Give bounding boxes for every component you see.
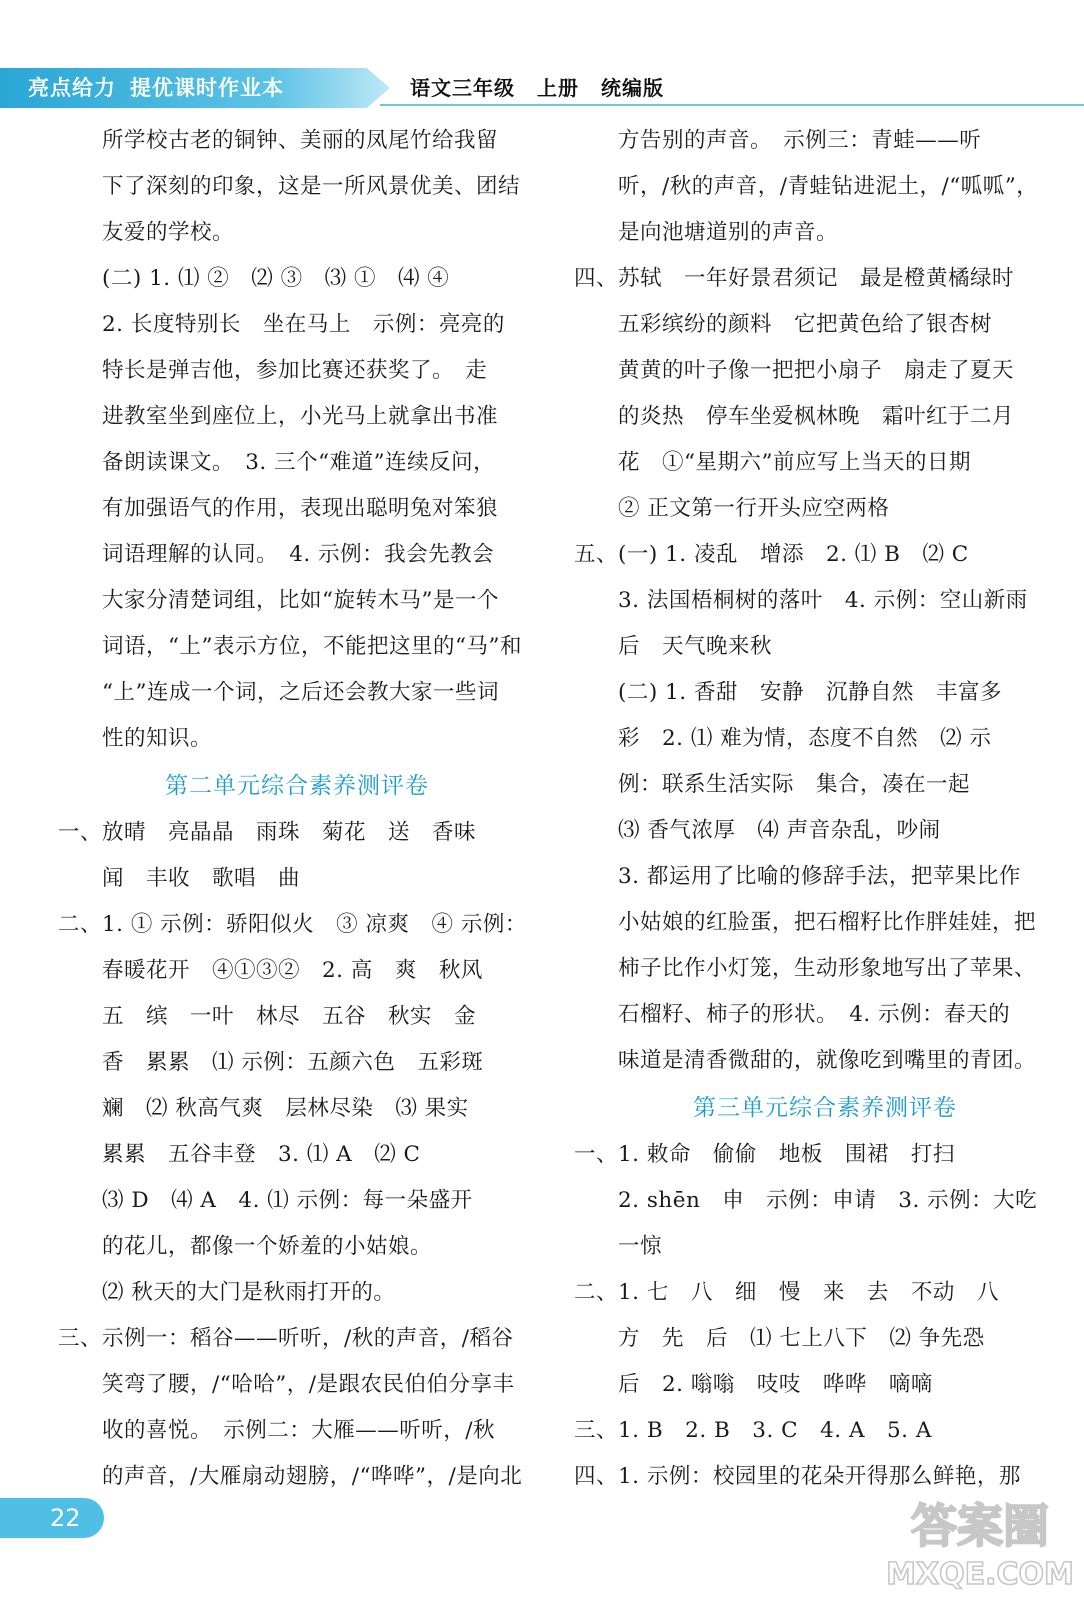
text-line: 一惊 xyxy=(618,1234,663,1259)
subject-label: 语文三年级 xyxy=(410,76,515,100)
text-line: 四、1. 示例：校园里的花朵开得那么鲜艳，那 xyxy=(574,1464,1021,1489)
text-line: 石榴籽、柿子的形状。 4. 示例：春天的 xyxy=(618,1002,1011,1027)
text-line: 例：联系生活实际 集合，凑在一起 xyxy=(618,772,971,797)
text-line: 3. 法国梧桐树的落叶 4. 示例：空山新雨 xyxy=(618,588,1028,613)
text-line: “上”连成一个词，之后还会教大家一些词 xyxy=(102,680,499,705)
text-line: 一、1. 敕命 偷偷 地板 围裙 打扫 xyxy=(574,1142,955,1167)
text-line: 五、(一) 1. 凌乱 增添 2. ⑴ B ⑵ C xyxy=(574,542,969,567)
text-line: 的炎热 停车坐爱枫林晚 霜叶红于二月 xyxy=(618,404,1015,429)
text-line: 五 缤 一叶 林尽 五谷 秋实 金 xyxy=(102,1004,477,1029)
text-line: ⑵ 秋天的大门是秋雨打开的。 xyxy=(102,1280,396,1305)
text-line: 二、1. 七 八 细 慢 来 去 不动 八 xyxy=(574,1280,999,1305)
edition-label: 统编版 xyxy=(601,76,664,100)
text-line: (二) 1. ⑴ ② ⑵ ③ ⑶ ① ⑷ ④ xyxy=(102,266,450,291)
text-line: 是向池塘道别的声音。 xyxy=(618,220,839,245)
text-line: 听，/秋的声音，/青蛙钻进泥土，/“呱呱”， xyxy=(618,174,1039,199)
text-line: ⑶ 香气浓厚 ⑷ 声音杂乱，吵闹 xyxy=(618,818,941,843)
text-line: 花 ①“星期六”前应写上当天的日期 xyxy=(618,450,971,475)
brand-name: 亮点给力 xyxy=(28,76,116,100)
volume-label: 上册 xyxy=(537,76,579,100)
text-line: 后 2. 嗡嗡 吱吱 哗哗 嘀嘀 xyxy=(618,1372,933,1397)
text-line: 收的喜悦。 示例二：大雁——听听，/秋 xyxy=(102,1418,495,1443)
text-line: 友爱的学校。 xyxy=(102,220,235,245)
text-line: 一、放晴 亮晶晶 雨珠 菊花 送 香味 xyxy=(58,820,477,845)
text-line: 柿子比作小灯笼，生动形象地写出了苹果、 xyxy=(618,956,1037,981)
text-line: 进教室坐到座位上，小光马上就拿出书准 xyxy=(102,404,499,429)
text-line: (二) 1. 香甜 安静 沉静自然 丰富多 xyxy=(618,680,1002,705)
text-line: 2. shēn 申 示例：申请 3. 示例：大吃 xyxy=(618,1188,1038,1213)
watermark-logo xyxy=(880,1480,1080,1595)
text-line: 斓 ⑵ 秋高气爽 层林尽染 ⑶ 果实 xyxy=(102,1096,469,1121)
text-line: 三、示例一：稻谷——听听，/秋的声音，/稻谷 xyxy=(58,1326,514,1351)
right-column xyxy=(574,118,1064,1500)
text-line: 3. 都运用了比喻的修辞手法，把苹果比作 xyxy=(618,864,1021,889)
header-rule xyxy=(380,104,1084,106)
text-line: 备朗读课文。 3. 三个“难道”连续反问， xyxy=(102,450,496,475)
text-line: 下了深刻的印象，这是一所风景优美、团结 xyxy=(102,174,521,199)
book-title xyxy=(410,72,686,104)
text-line: 三、1. B 2. B 3. C 4. A 5. A xyxy=(574,1418,932,1443)
text-line: 性的知识。 xyxy=(102,726,213,751)
text-line: 五彩缤纷的颜料 它把黄色给了银杏树 xyxy=(618,312,993,337)
brand-series: 提优课时作业本 xyxy=(130,76,284,100)
page-number: 22 xyxy=(0,1498,104,1538)
text-line: 累累 五谷丰登 3. ⑴ A ⑵ C xyxy=(102,1142,421,1167)
left-column xyxy=(58,118,536,1500)
text-line: 小姑娘的红脸蛋，把石榴籽比作胖娃娃，把 xyxy=(618,910,1037,935)
text-line: 2. 长度特别长 坐在马上 示例：亮亮的 xyxy=(102,312,505,337)
text-line: 大家分清楚词组，比如“旋转木马”是一个 xyxy=(102,588,499,613)
text-line: ② 正文第一行开头应空两格 xyxy=(618,496,890,521)
text-line: 词语理解的认同。 4. 示例：我会先教会 xyxy=(102,542,495,567)
text-line: 味道是清香微甜的，就像吃到嘴里的青团。 xyxy=(618,1048,1037,1073)
text-line: 黄黄的叶子像一把把小扇子 扇走了夏天 xyxy=(618,358,1015,383)
text-line: 闻 丰收 歌唱 曲 xyxy=(102,866,301,891)
text-line: 方告别的声音。 示例三：青蛙——听 xyxy=(618,128,982,153)
text-line: 春暖花开 ④①③② 2. 高 爽 秋风 xyxy=(102,958,483,983)
text-line: 方 先 后 ⑴ 七上八下 ⑵ 争先恐 xyxy=(618,1326,985,1351)
text-line: 彩 2. ⑴ 难为情，态度不自然 ⑵ 示 xyxy=(618,726,992,751)
text-line: 四、苏轼 一年好景君须记 最是橙黄橘绿时 xyxy=(574,266,1015,291)
text-line: 的声音，/大雁扇动翅膀，/“哗哗”，/是向北 xyxy=(102,1464,523,1489)
text-line: 香 累累 ⑴ 示例：五颜六色 五彩斑 xyxy=(102,1050,484,1075)
text-line: ⑶ D ⑷ A 4. ⑴ 示例：每一朵盛开 xyxy=(102,1188,473,1213)
watermark-url: MXQE.COM xyxy=(886,1557,1074,1592)
text-line: 所学校古老的铜钟、美丽的凤尾竹给我留 xyxy=(102,128,499,153)
section-title-unit-3: 第三单元综合素养测评卷 xyxy=(693,1095,957,1121)
text-line: 特长是弹吉他，参加比赛还获奖了。 走 xyxy=(102,358,488,383)
text-line: 有加强语气的作用，表现出聪明兔对笨狼 xyxy=(102,496,499,521)
section-title-unit-2: 第二单元综合素养测评卷 xyxy=(165,773,429,799)
text-line: 笑弯了腰，/“哈哈”，/是跟农民伯伯分享丰 xyxy=(102,1372,515,1397)
text-line: 后 天气晚来秋 xyxy=(618,634,773,659)
text-line: 的花儿，都像一个娇羞的小姑娘。 xyxy=(102,1234,433,1259)
text-line: 二、1. ① 示例：骄阳似火 ③ 凉爽 ④ 示例： xyxy=(58,912,527,937)
text-line: 词语，“上”表示方位，不能把这里的“马”和 xyxy=(102,634,522,659)
watermark-title: 答案圈 xyxy=(911,1499,1049,1553)
brand-title xyxy=(28,72,284,104)
